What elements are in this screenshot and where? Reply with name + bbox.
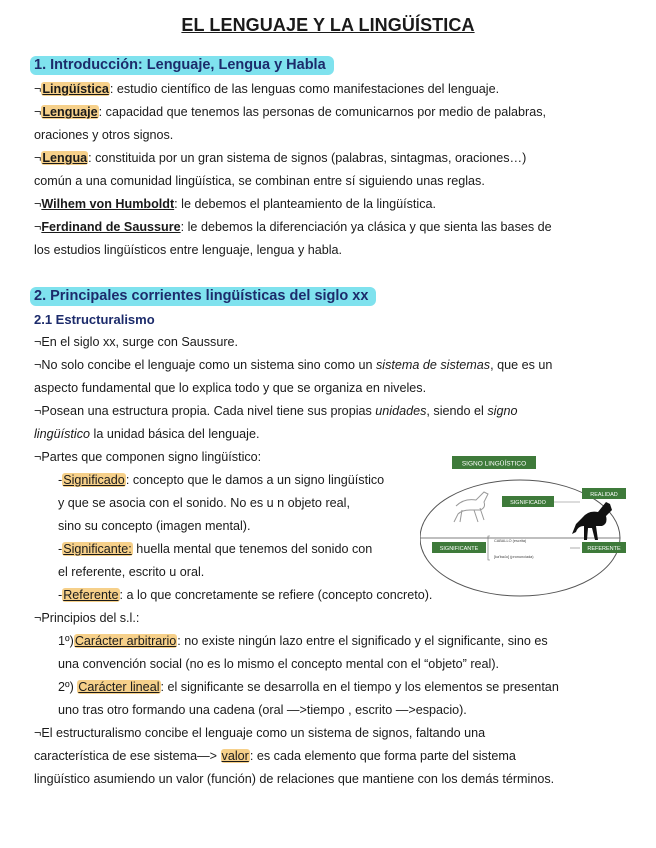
text-line: ¬Posean una estructura propia. Cada nivel tiene sus propias unidades, siendo el signo <box>34 404 518 418</box>
text-line: aspecto fundamental que lo explica todo y que se organiza en niveles. <box>34 381 427 395</box>
text-line: ¬Principios del s.l.: <box>34 611 140 625</box>
section-2-heading: 2. Principales corrientes lingüísticas del siglo xx <box>30 287 376 306</box>
diagram-referente-label: REFERENTE <box>587 546 621 552</box>
text-line: una convención social (no es lo mismo el concepto mental con el “objeto” real). <box>58 657 500 671</box>
item-significado: -Significado: concepto que le damos a un signo lingüístico <box>58 473 385 487</box>
signo-linguistico-diagram <box>420 450 630 600</box>
text-line: ¬Partes que componen signo lingüístico: <box>34 450 262 464</box>
definition-saussure-cont: los estudios lingüísticos entre lenguaje, lengua y habla. <box>34 243 343 257</box>
text-line: y que se asocia con el sonido. No es u n objeto real, <box>58 496 350 510</box>
item-significante: -Significante: huella mental que tenemos del sonido con <box>58 542 373 556</box>
principle-lineal: 2º) Carácter lineal: el significante se desarrolla en el tiempo y los elementos se presentan <box>58 680 559 694</box>
term-humboldt: Wilhem von Humboldt <box>41 197 175 211</box>
diagram-oral: [ka'baʎo] (pronunciada) <box>494 555 534 559</box>
term-saussure: Ferdinand de Saussure <box>41 220 181 234</box>
item-referente: -Referente: a lo que concretamente se refiere (concepto concreto). <box>58 588 433 602</box>
term-lengua: Lengua <box>42 151 88 165</box>
term-lenguaje: Lenguaje <box>42 105 98 119</box>
text-line: sino su concepto (imagen mental). <box>58 519 251 533</box>
text-line: uno tras otro formando una cadena (oral —>tiempo , escrito —>espacio). <box>58 703 467 717</box>
diagram-realidad-label: REALIDAD <box>590 492 618 498</box>
text-line: ¬El estructuralismo concibe el lenguaje como un sistema de signos, faltando una <box>34 726 486 740</box>
term-significante: Significante: <box>63 542 132 556</box>
definition-linguistica: ¬Lingüística: estudio científico de las lenguas como manifestaciones del lenguaje. <box>34 82 500 96</box>
text-line: el referente, escrito u oral. <box>58 565 205 579</box>
text-line: característica de ese sistema—> valor: es cada elemento que forma parte del sistema <box>34 749 516 763</box>
text-line: ¬En el siglo xx, surge con Saussure. <box>34 335 239 349</box>
definition-lenguaje: ¬Lenguaje: capacidad que tenemos las personas de comunicarnos por medio de palabras, <box>34 105 547 119</box>
text-line: lingüístico asumiendo un valor (función) de relaciones que mantiene con los demás términos. <box>34 772 555 786</box>
diagram-title: SIGNO LINGÜÍSTICO <box>461 460 527 468</box>
diagram-significante-label: SIGNIFICANTE <box>439 546 479 552</box>
subheading-estructuralismo: 2.1 Estructuralismo <box>34 312 155 327</box>
term-caracter-arbitrario: Carácter arbitrario <box>74 634 177 648</box>
diagram-significado-label: SIGNIFICADO <box>510 500 546 506</box>
definition-humboldt: ¬Wilhem von Humboldt: le debemos el planteamiento de la lingüística. <box>34 197 437 211</box>
term-referente: Referente <box>63 588 119 602</box>
definition-lengua: ¬Lengua: constituida por un gran sistema de signos (palabras, sintagmas, oraciones…) <box>34 151 527 165</box>
term-valor: valor <box>221 749 249 763</box>
section-1-heading: 1. Introducción: Lenguaje, Lengua y Habla <box>30 56 334 75</box>
definition-lenguaje-cont: oraciones y otros signos. <box>34 128 174 142</box>
page-title: EL LENGUAJE Y LA LINGÜÍSTICA <box>181 15 475 35</box>
text-line: lingüístico la unidad básica del lenguaje. <box>34 427 260 441</box>
term-significado: Significado <box>63 473 125 487</box>
definition-saussure: ¬Ferdinand de Saussure: le debemos la diferenciación ya clásica y que sienta las bases de <box>34 220 552 234</box>
principle-arbitrario: 1º)Carácter arbitrario: no existe ningún lazo entre el significado y el significante, sino es <box>58 634 548 648</box>
term-caracter-lineal: Carácter lineal <box>78 680 160 694</box>
term-linguistica: Lingüística <box>42 82 109 96</box>
diagram-escrito: CABALLO (escrita) <box>494 539 527 543</box>
definition-lengua-cont: común a una comunidad lingüística, se combinan entre sí siguiendo unas reglas. <box>34 174 485 188</box>
text-line: ¬No solo concibe el lenguaje como un sistema sino como un sistema de sistemas, que es un <box>34 358 553 372</box>
